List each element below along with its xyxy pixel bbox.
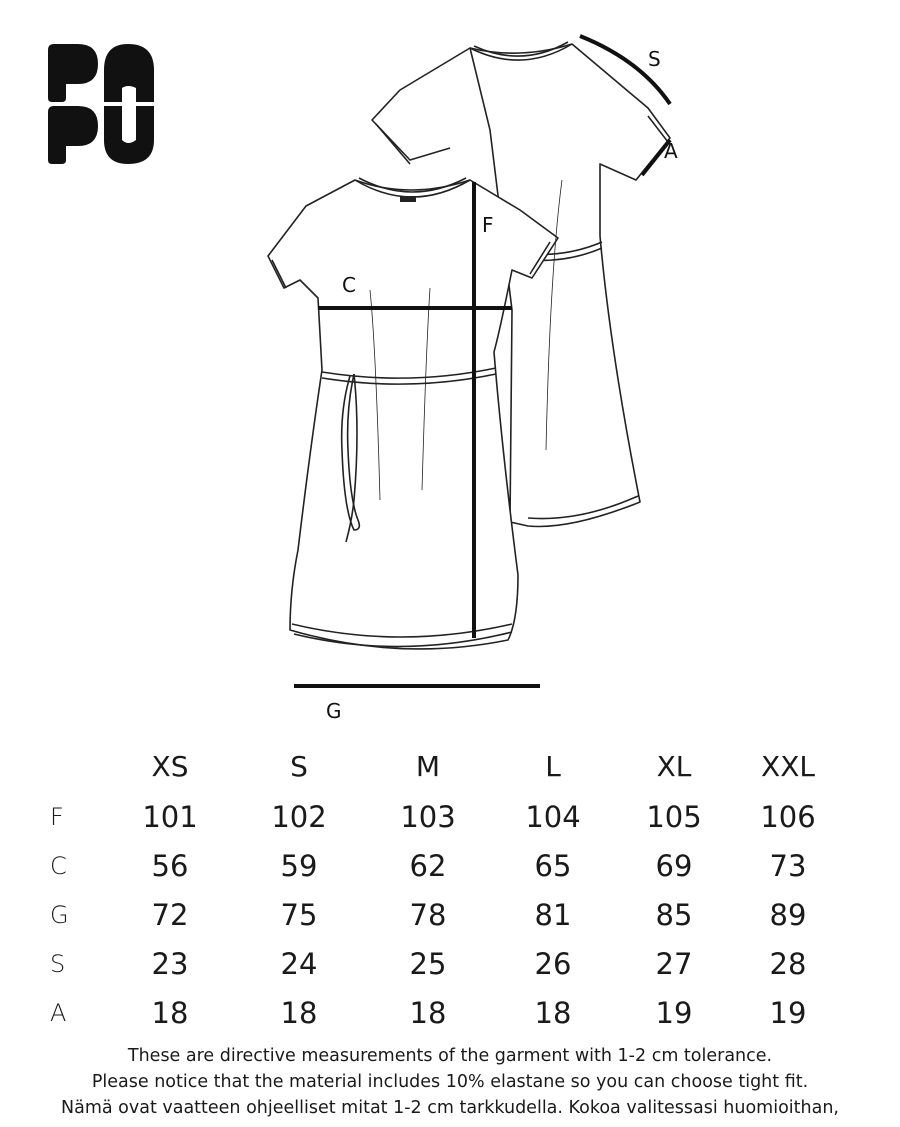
table-cell: 85 [655, 898, 693, 932]
table-cell: 81 [534, 898, 572, 932]
table-cell: 73 [769, 849, 807, 883]
table-cell: 101 [142, 800, 198, 834]
table-row [0, 844, 900, 888]
garment-diagram [250, 30, 710, 730]
label-c: C [342, 273, 356, 297]
table-cell: 26 [534, 947, 572, 981]
size-header: XXL [761, 750, 815, 783]
table-cell: 59 [280, 849, 318, 883]
table-cell: 25 [409, 947, 447, 981]
label-f: F [482, 213, 494, 237]
table-cell: 102 [271, 800, 327, 834]
row-label: A [50, 999, 67, 1027]
table-cell: 56 [151, 849, 189, 883]
table-cell: 89 [769, 898, 807, 932]
note-line: These are directive measurements of the garment with 1-2 cm tolerance. [127, 1046, 773, 1066]
row-label: F [50, 803, 64, 831]
note-line: Nämä ovat vaatteen ohjeelliset mitat 1-2 cm tarkkudella. Kokoa valitessasi huomioithan, [61, 1098, 839, 1118]
label-a: A [664, 139, 678, 163]
table-cell: 18 [534, 996, 572, 1030]
note-line: Please notice that the material includes 10% elastane so you can choose tight fit. [91, 1072, 809, 1092]
table-cell: 103 [400, 800, 456, 834]
table-cell: 23 [151, 947, 189, 981]
label-s: S [648, 47, 661, 71]
table-row [0, 942, 900, 986]
table-cell: 18 [280, 996, 318, 1030]
row-label: S [50, 950, 66, 978]
size-header: M [415, 750, 441, 783]
table-cell: 104 [525, 800, 581, 834]
table-cell: 19 [769, 996, 807, 1030]
table-cell: 62 [409, 849, 447, 883]
size-header: XL [656, 750, 692, 783]
table-cell: 65 [534, 849, 572, 883]
table-cell: 18 [409, 996, 447, 1030]
row-label: G [50, 901, 69, 929]
table-row [0, 795, 900, 839]
table-cell: 106 [760, 800, 816, 834]
table-cell: 78 [409, 898, 447, 932]
table-cell: 72 [151, 898, 189, 932]
table-row [0, 991, 900, 1035]
label-g: G [326, 699, 342, 723]
row-label: C [50, 852, 67, 880]
size-header: S [290, 750, 308, 783]
table-cell: 18 [151, 996, 189, 1030]
table-cell: 28 [769, 947, 807, 981]
table-cell: 69 [655, 849, 693, 883]
table-cell: 27 [655, 947, 693, 981]
table-cell: 24 [280, 947, 318, 981]
brand-logo [48, 44, 154, 164]
table-row [0, 893, 900, 937]
table-cell: 75 [280, 898, 318, 932]
table-header-row [0, 745, 900, 789]
table-cell: 105 [646, 800, 702, 834]
table-cell: 19 [655, 996, 693, 1030]
size-header: XS [151, 750, 189, 783]
size-header: L [545, 750, 561, 783]
measurement-notes [0, 1043, 900, 1121]
